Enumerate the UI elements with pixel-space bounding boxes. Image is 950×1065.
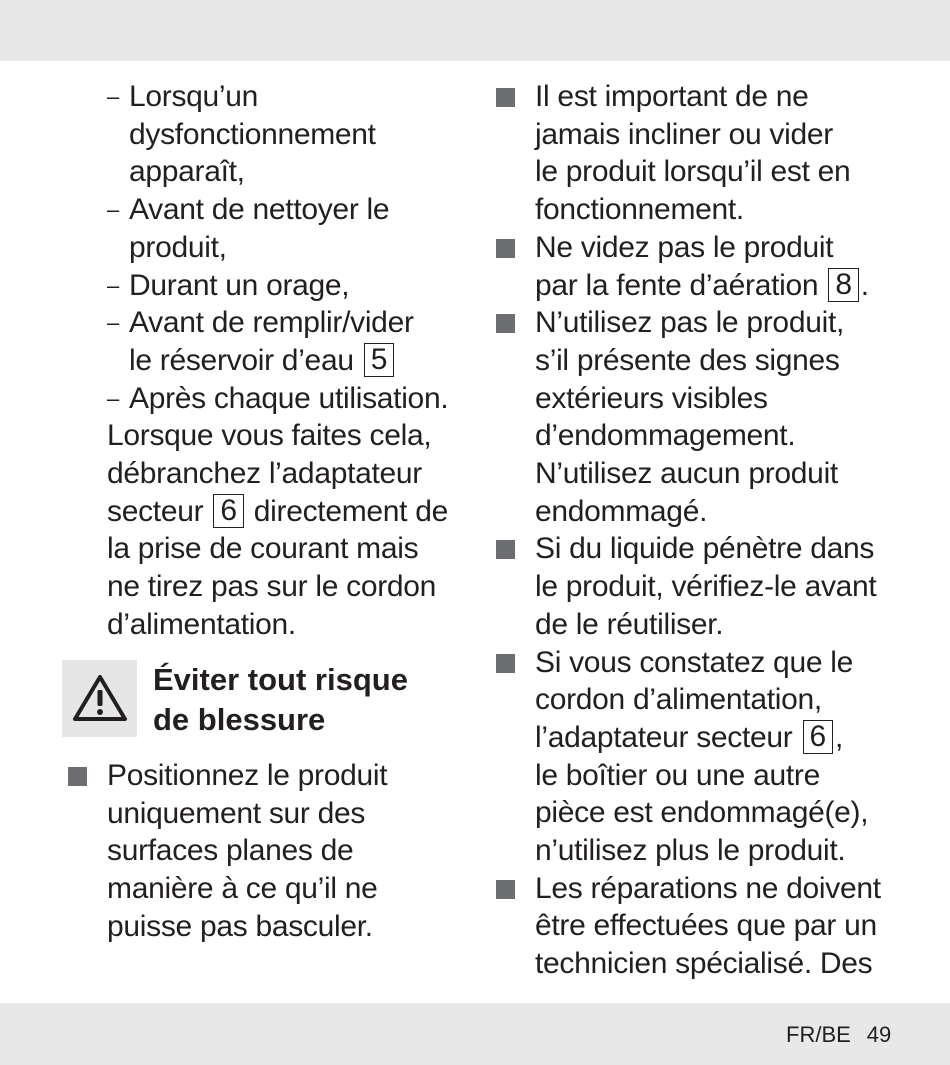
bullet-item	[535, 870, 935, 983]
unplug-paragraph	[107, 417, 467, 643]
reference-number-box: 6	[803, 720, 833, 754]
bullet-text: Ne videz pas le produit	[535, 230, 834, 264]
bullet-text: ,	[834, 720, 843, 754]
bullet-item	[535, 304, 935, 530]
square-bullet-icon	[496, 880, 515, 899]
bullet-text: .	[860, 268, 869, 302]
warning-triangle-icon	[72, 674, 128, 722]
paragraph-line: débranchez l’adaptateur	[107, 457, 422, 491]
reference-number-box: 6	[213, 494, 243, 528]
bullet-text: Si vous constatez que le	[535, 645, 853, 679]
page-footer	[786, 1022, 891, 1048]
reference-number-box: 8	[828, 268, 858, 302]
bullet-line	[535, 719, 935, 757]
bullet-text: uniquement sur des	[107, 796, 366, 830]
bullet-text: cordon d’alimentation,	[535, 683, 822, 717]
bullet-item	[535, 644, 935, 870]
dash-item-text: Avant de remplir/vider	[129, 306, 414, 340]
dash-marker: –	[107, 385, 119, 411]
square-bullet-icon	[496, 540, 515, 559]
bullet-text: jamais incliner ou vider	[535, 117, 833, 151]
left-bullet-list	[107, 757, 467, 946]
dash-item-text: produit,	[129, 230, 227, 264]
square-bullet-icon	[496, 239, 515, 258]
dash-marker: –	[107, 310, 119, 336]
dash-item-text: Durant un orage,	[129, 268, 350, 302]
bullet-item	[535, 229, 935, 304]
right-bullet-list	[535, 78, 935, 983]
top-band	[0, 0, 950, 61]
dash-item	[107, 304, 467, 379]
bullet-text: le produit lorsqu’il est en	[535, 155, 851, 189]
reference-number-box: 5	[364, 343, 394, 377]
bullet-text: Positionnez le produit	[107, 759, 388, 792]
dash-item	[107, 267, 467, 305]
bullet-item	[535, 530, 935, 643]
dash-item-text: Lorsqu’un	[129, 80, 259, 113]
bullet-text: s’il présente des signes	[535, 343, 840, 377]
warning-heading	[62, 660, 462, 740]
bullet-text: le produit, vérifiez-le avant	[535, 570, 877, 604]
language-code: FR/BE	[786, 1022, 851, 1047]
paragraph-line: la prise de courant mais	[107, 532, 419, 566]
paragraph-line: Lorsque vous faites cela,	[107, 419, 432, 453]
dash-item	[107, 380, 467, 418]
dash-item	[107, 191, 467, 266]
warning-title	[153, 660, 408, 740]
bullet-text: être effectuées que par un	[535, 909, 877, 943]
bullet-text: de le réutiliser.	[535, 607, 724, 641]
square-bullet-icon	[496, 314, 515, 333]
warning-title-line: Éviter tout risque	[153, 662, 408, 697]
bullet-text: technicien spécialisé. Des	[535, 947, 873, 981]
paragraph-text: secteur	[107, 494, 204, 528]
bullet-text: par la fente d’aération	[535, 268, 819, 302]
paragraph-line: d’alimentation.	[107, 607, 296, 641]
page-number: 49	[866, 1022, 892, 1047]
bullet-text: puisse pas basculer.	[107, 909, 373, 943]
bullet-item	[107, 757, 467, 946]
bullet-text: surfaces planes de	[107, 834, 354, 868]
dash-marker: –	[107, 197, 119, 223]
bullet-text: le boîtier ou une autre	[535, 758, 820, 792]
bullet-text: manière à ce qu’il ne	[107, 872, 378, 906]
bullet-text: extérieurs visibles	[535, 381, 768, 415]
dash-marker: –	[107, 272, 119, 298]
dash-item-line	[107, 342, 467, 380]
bullet-text: endommagé.	[535, 494, 708, 528]
bullet-text: l’adaptateur secteur	[535, 720, 793, 754]
bullet-item	[535, 78, 935, 229]
square-bullet-icon	[496, 88, 515, 107]
bullet-text: N’utilisez pas le produit,	[535, 306, 845, 340]
dash-item-text: Avant de nettoyer le	[129, 193, 390, 227]
bullet-text: n’utilisez plus le produit.	[535, 834, 846, 868]
dash-item-text: Après chaque utilisation.	[129, 381, 449, 415]
bullet-text: d’endommagement.	[535, 419, 796, 453]
dash-item-text: apparaît,	[129, 155, 245, 189]
dash-item	[107, 78, 467, 191]
paragraph-text: directement de	[253, 494, 449, 528]
dash-marker: –	[107, 84, 119, 109]
paragraph-line	[107, 493, 467, 531]
warning-title-line: de blessure	[153, 702, 326, 737]
bullet-text: Si du liquide pénètre dans	[535, 532, 875, 566]
bullet-text: N’utilisez aucun produit	[535, 457, 838, 491]
bullet-text: Il est important de ne	[535, 80, 809, 113]
bullet-text: Les réparations ne doivent	[535, 871, 881, 905]
dash-item-text: dysfonctionnement	[129, 117, 376, 151]
bullet-text: fonctionnement.	[535, 193, 744, 227]
square-bullet-icon	[68, 767, 87, 786]
paragraph-line: ne tirez pas sur le cordon	[107, 570, 437, 604]
dash-item-text: le réservoir d’eau	[129, 343, 354, 377]
bullet-line	[535, 267, 935, 305]
left-column	[107, 78, 467, 644]
bullet-text: pièce est endommagé(e),	[535, 796, 869, 830]
square-bullet-icon	[496, 654, 515, 673]
warning-icon-tile	[62, 660, 137, 737]
